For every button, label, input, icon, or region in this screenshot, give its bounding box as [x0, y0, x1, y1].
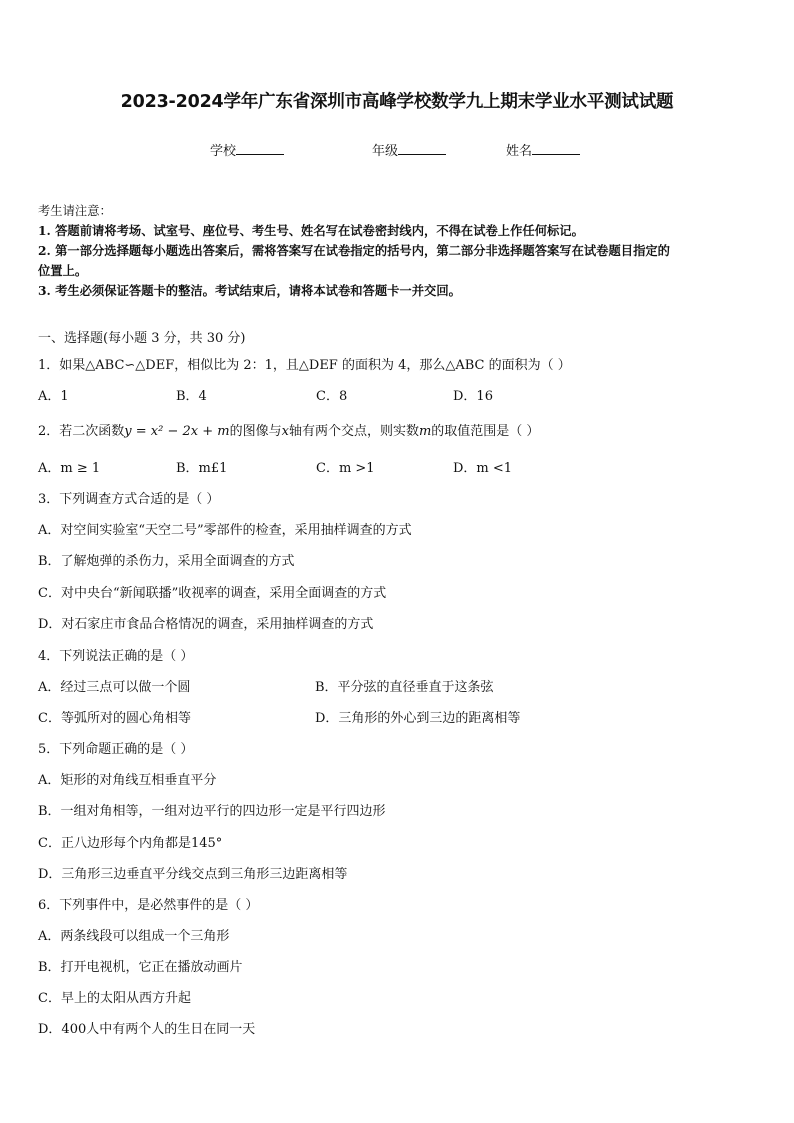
name-blank [532, 142, 580, 155]
notice-item: 位置上。 [38, 263, 88, 278]
q2-var-x: x [281, 424, 289, 439]
school-blank [236, 142, 284, 155]
q2-option-a: A．m ≥ 1 [38, 461, 101, 476]
section-heading: 一、选择题(每小题 3 分，共 30 分) [38, 331, 246, 346]
notice-item: 1. 答题前请将考场、试室号、座位号、考生号、姓名写在试卷密封线内，不得在试卷上作任何标记。 [38, 223, 584, 238]
question-5-stem: 5．下列命题正确的是（ ） [38, 742, 194, 757]
name-label: 姓名 [506, 144, 533, 159]
notice-item: 2. 第一部分选择题每小题选出答案后，需将答案写在试卷指定的括号内，第二部分非选择题答案写在试卷题目指定的 [38, 243, 670, 258]
q4-option-b: B．平分弦的直径垂直于这条弦 [315, 680, 494, 695]
q5-option-b: B．一组对角相等，一组对边平行的四边形一定是平行四边形 [38, 804, 386, 819]
grade-label: 年级 [372, 144, 399, 159]
q6-option-b: B．打开电视机，它正在播放动画片 [38, 960, 243, 975]
q1-option-c: C．8 [316, 389, 348, 404]
q3-option-c: C．对中央台“新闻联播”收视率的调查，采用全面调查的方式 [38, 586, 387, 601]
grade-field [372, 140, 446, 159]
notice-block [38, 201, 758, 301]
q2-option-c: C．m >1 [316, 461, 375, 476]
q4-option-a: A．经过三点可以做一个圆 [38, 680, 191, 695]
q5-option-d: D．三角形三边垂直平分线交点到三角形三边距离相等 [38, 867, 348, 882]
q3-option-b: B．了解炮弹的杀伤力，采用全面调查的方式 [38, 554, 295, 569]
q6-option-a: A．两条线段可以组成一个三角形 [38, 929, 230, 944]
question-6-stem: 6．下列事件中，是必然事件的是（ ） [38, 898, 259, 913]
q1-option-b: B．4 [176, 389, 207, 404]
q2-option-d: D．m <1 [453, 461, 513, 476]
question-1-stem: 1．如果△ABC∽△DEF，相似比为 2：1，且△DEF 的面积为 4，那么△ABC 的面积为（ ） [38, 358, 571, 373]
q6-option-d: D．400人中有两个人的生日在同一天 [38, 1022, 256, 1037]
q2-stem-part: 的图像与 [229, 424, 282, 439]
q3-option-a: A．对空间实验室“天空二号”零部件的检查，采用抽样调查的方式 [38, 523, 412, 538]
question-2-stem [38, 420, 539, 439]
notice-heading: 考生请注意： [38, 204, 112, 218]
question-3-stem: 3．下列调查方式合适的是（ ） [38, 492, 220, 507]
q2-stem-part: 轴有两个交点，则实数 [288, 424, 419, 439]
q2-var-m: m [418, 424, 432, 439]
q1-option-d: D．16 [453, 389, 493, 404]
q2-formula: y = x² − 2x + m [124, 424, 230, 439]
notice-item: 3. 考生必须保证答题卡的整洁。考试结束后，请将本试卷和答题卡一并交回。 [38, 283, 461, 298]
q4-option-d: D．三角形的外心到三边的距离相等 [315, 711, 521, 726]
q1-option-a: A．1 [38, 389, 69, 404]
grade-blank [398, 142, 446, 155]
q6-option-c: C．早上的太阳从西方升起 [38, 991, 191, 1006]
name-field [506, 140, 580, 159]
school-field [210, 140, 284, 159]
q5-option-c: C．正八边形每个内角都是145° [38, 836, 223, 851]
exam-title: 2023-2024学年广东省深圳市高峰学校数学九上期末学业水平测试试题 [120, 92, 674, 112]
q2-option-b: B．m£1 [176, 461, 228, 476]
q5-option-a: A．矩形的对角线互相垂直平分 [38, 773, 217, 788]
q3-option-d: D．对石家庄市食品合格情况的调查，采用抽样调查的方式 [38, 617, 374, 632]
question-4-stem: 4．下列说法正确的是（ ） [38, 649, 194, 664]
q4-option-c: C．等弧所对的圆心角相等 [38, 711, 191, 726]
q2-stem-part: 2．若二次函数 [38, 424, 125, 439]
school-label: 学校 [210, 144, 237, 159]
q2-stem-part: 的取值范围是（ ） [431, 424, 540, 439]
